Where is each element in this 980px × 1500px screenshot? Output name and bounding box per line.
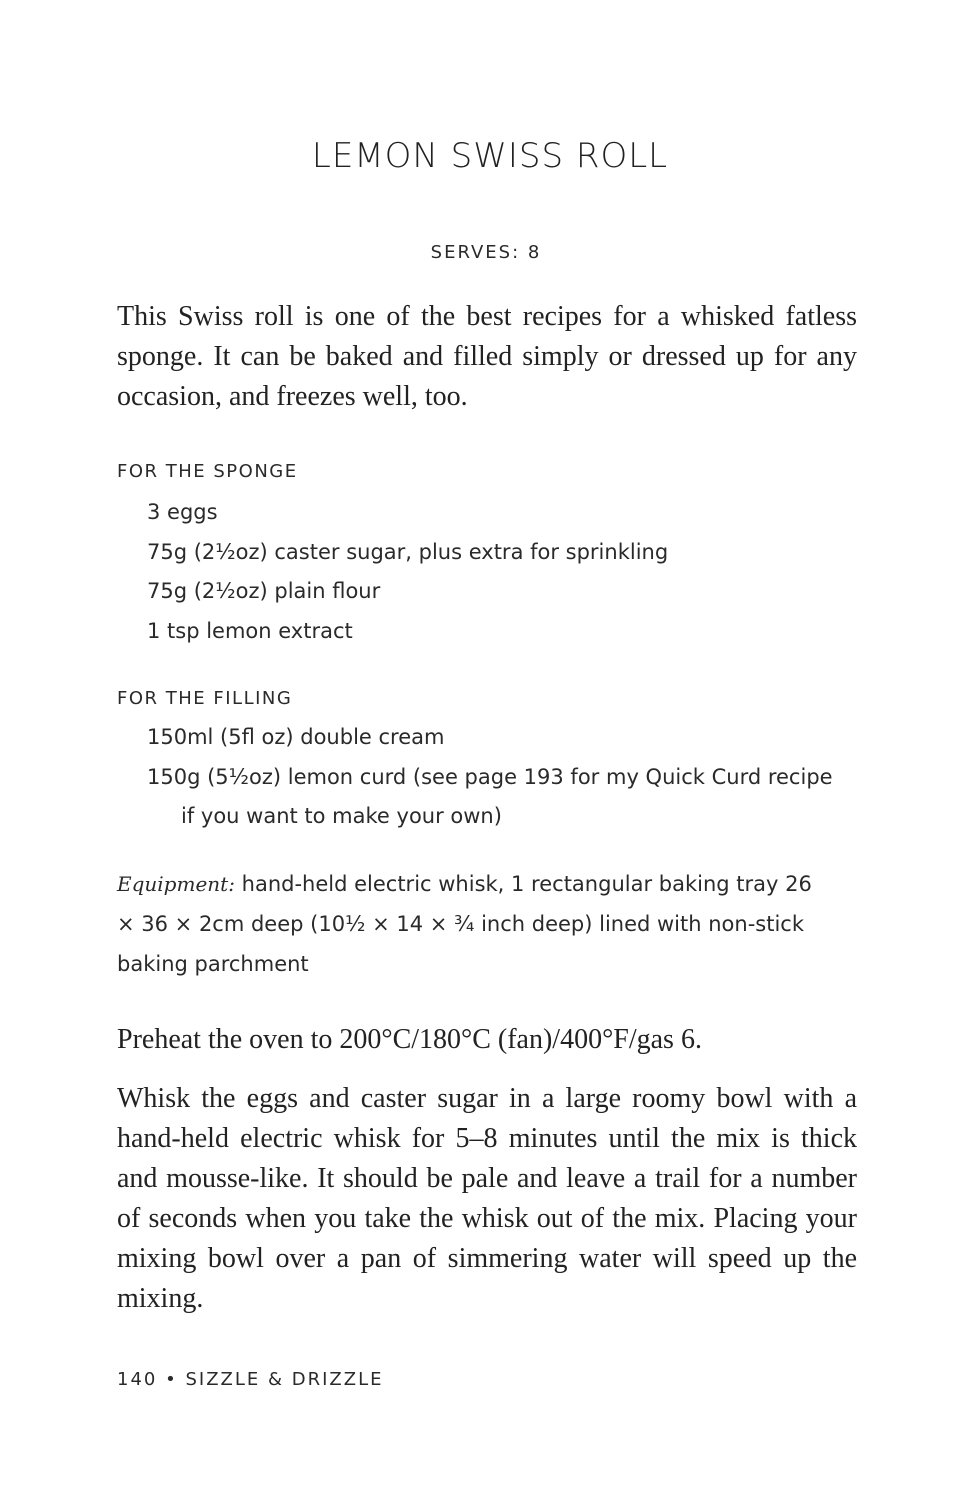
filling-heading: FOR THE FILLING — [117, 688, 293, 709]
serves-label: SERVES: 8 — [430, 242, 542, 263]
method-step: Whisk the eggs and caster sugar in a large roomy bowl with a hand-held electric whisk for 5–8 minutes until the mix is thick and mousse-like. It should be pale and leave a trail for a number of seconds when you take the whisk out of the mix. Placing your mixing bowl over a pan of simmering water will speed up the mixing. — [117, 1083, 857, 1314]
book-title: SIZZLE & DRIZZLE — [185, 1369, 384, 1390]
ingredient-item: 150ml (5fl oz) double cream — [147, 725, 445, 749]
equipment-label: Equipment: — [117, 872, 235, 896]
ingredient-item: 1 tsp lemon extract — [147, 618, 353, 643]
ingredient-item: 3 eggs — [147, 500, 218, 524]
ingredient-item: 75g (2½oz) plain flour — [147, 579, 381, 603]
page-number: 140 — [117, 1369, 158, 1390]
method-step: Preheat the oven to 200°C/180°C (fan)/400°F/gas 6. — [117, 1024, 702, 1055]
equipment-note — [117, 864, 817, 984]
footer-separator: • — [165, 1369, 178, 1390]
recipe-title: LEMON SWISS ROLL — [311, 136, 669, 176]
recipe-intro: This Swiss roll is one of the best recipes for a whisked fatless sponge. It can be baked and filled simply or dressed up for any occasion, and freezes well, too. — [117, 301, 857, 412]
ingredient-item: 150g (5½oz) lemon curd (see page 193 for my Quick Curd recipe if you want to make your own) — [147, 764, 833, 828]
ingredient-item: 75g (2½oz) caster sugar, plus extra for sprinkling — [147, 539, 669, 564]
sponge-heading: FOR THE SPONGE — [117, 461, 298, 482]
page-footer — [117, 1369, 383, 1390]
equipment-text: hand-held electric whisk, 1 rectangular baking tray 26 × 36 × 2cm deep (10½ × 14 × ¾ inch deep) lined with non-stick baking parchment — [117, 872, 812, 976]
filling-ingredient-list — [147, 718, 847, 837]
sponge-ingredient-list — [147, 493, 847, 651]
